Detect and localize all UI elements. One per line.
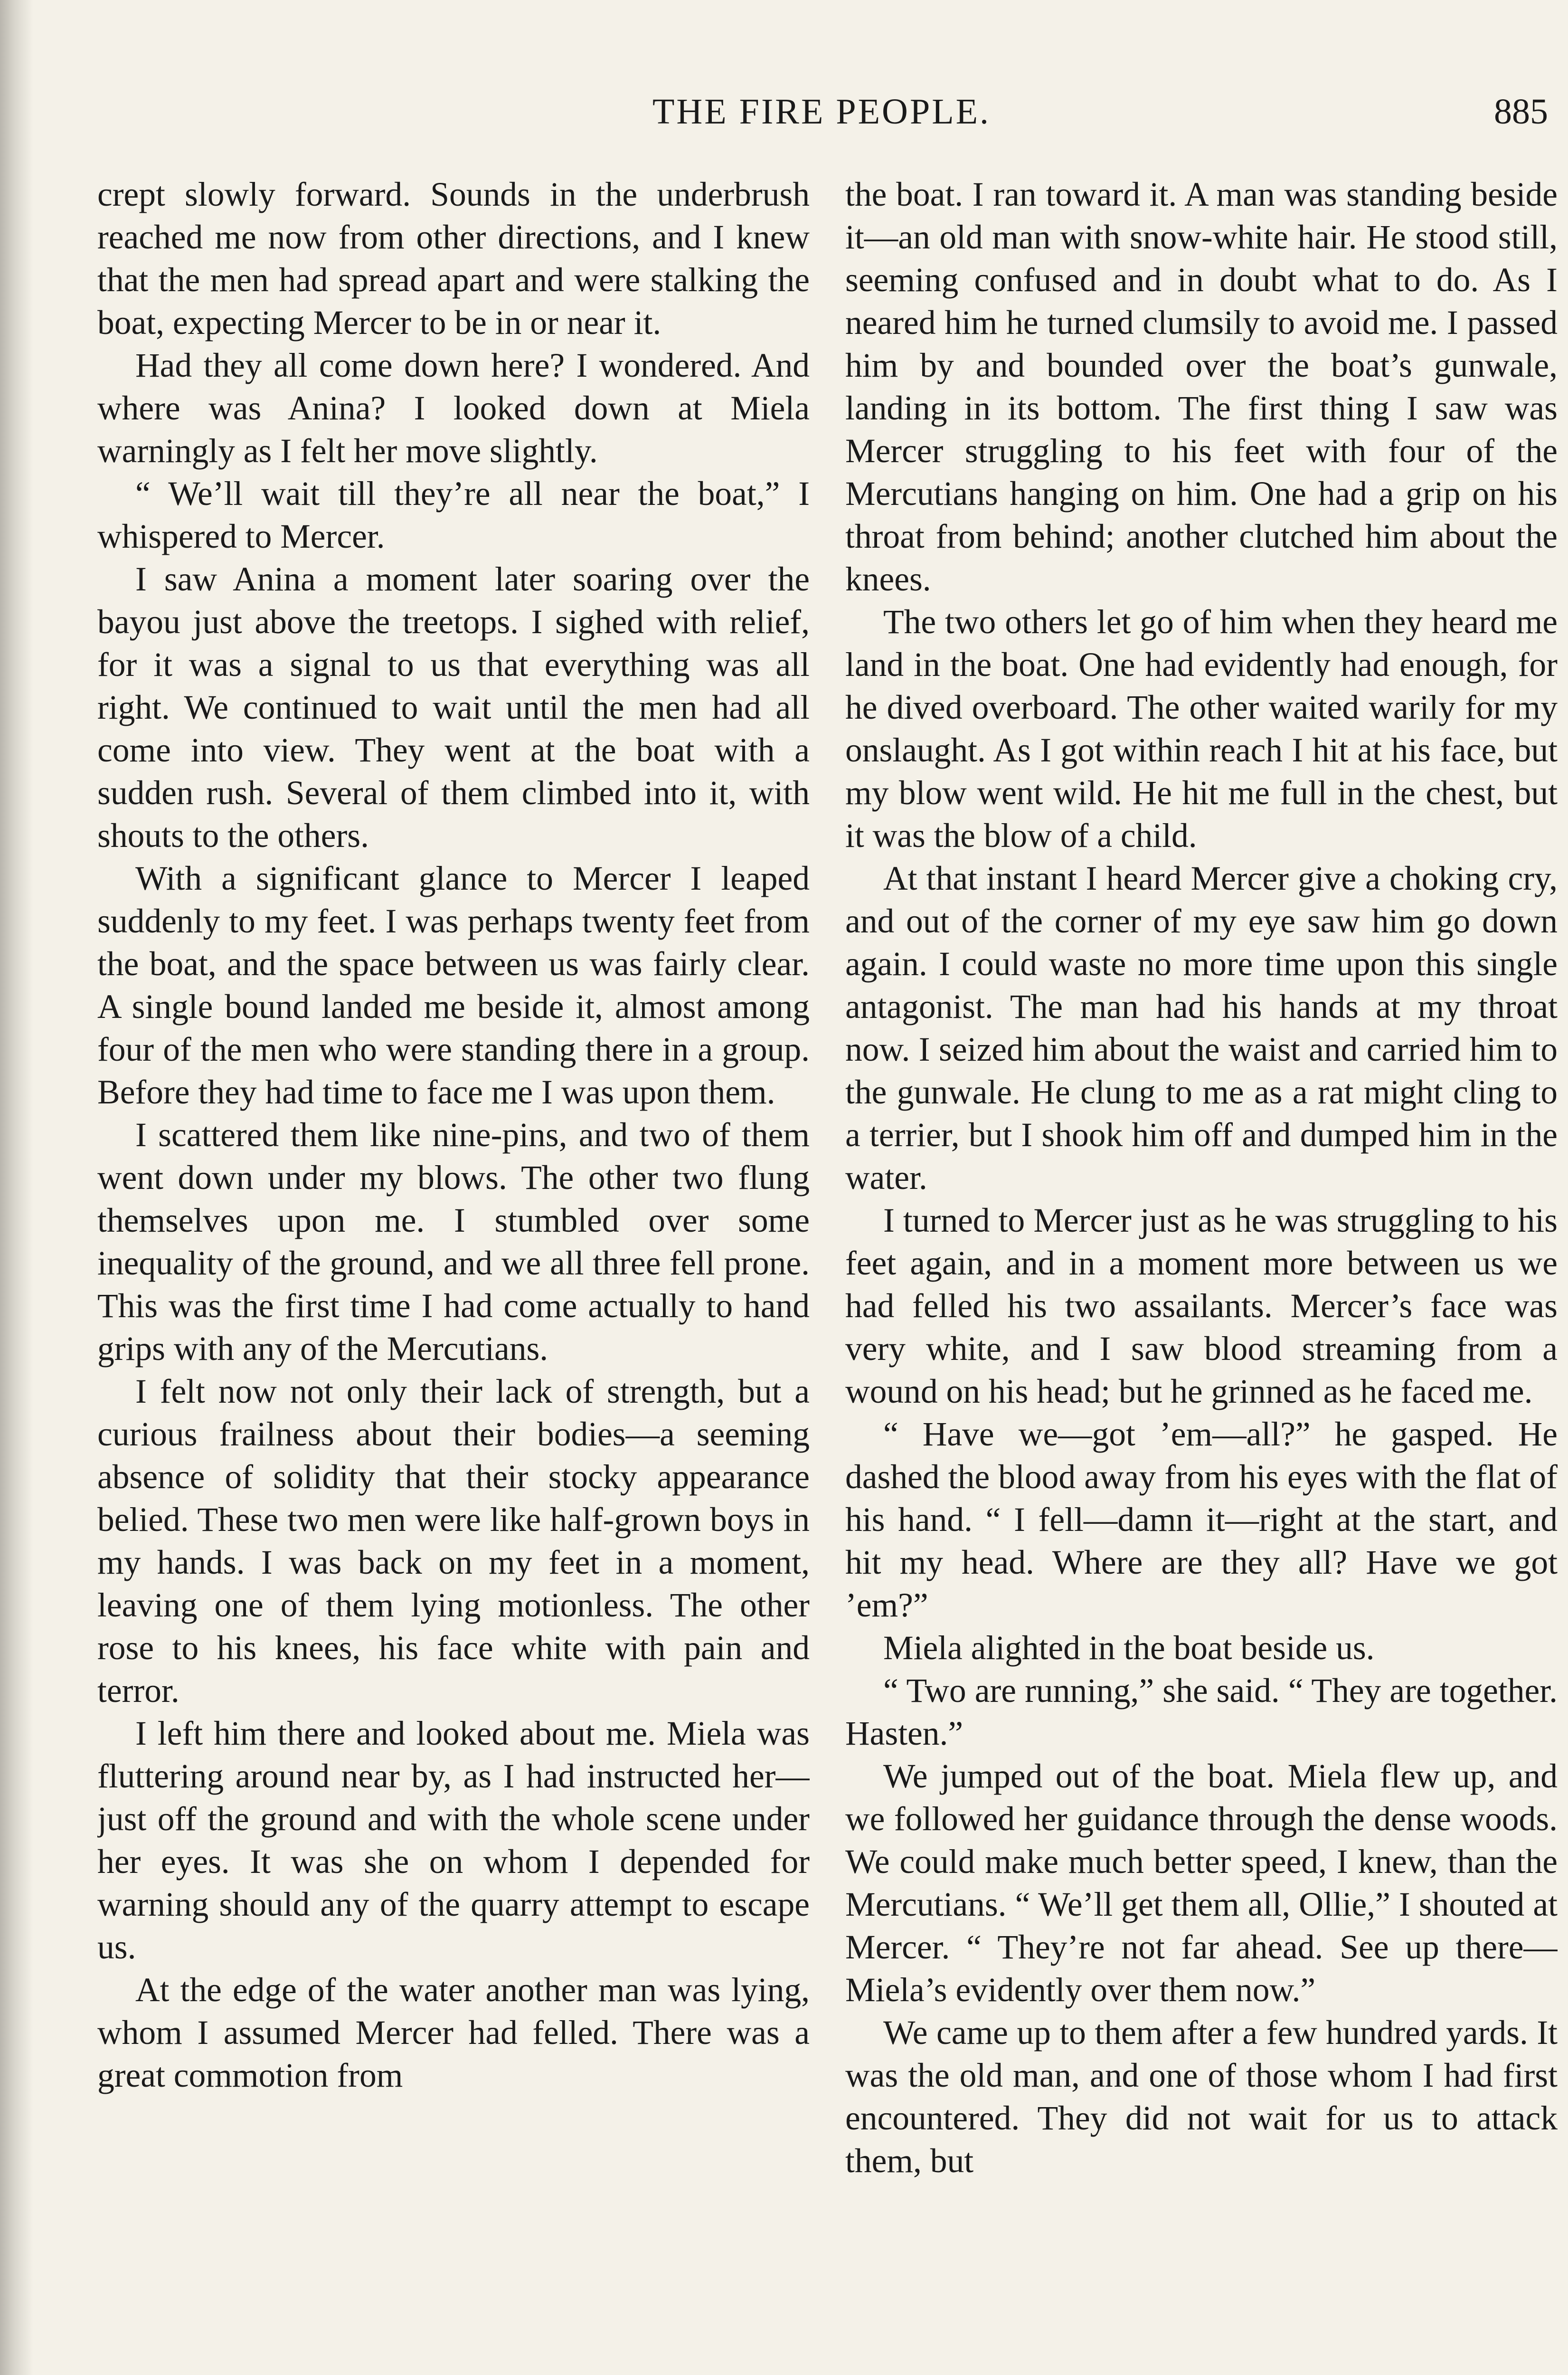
paragraph: At that instant I heard Mercer give a choking cry, and out of the corner of my eye saw him go down again. I could waste no more time upon this single antagonist. The man had his hands at my throat now. I seized him about the waist and carried him to the gunwale. He clung to me as a rat might cling to a terrier, but I shook him off and dumped him in the water.	[845, 860, 1558, 1197]
right-column	[845, 173, 1558, 2375]
paragraph: I felt now not only their lack of strength, but a curious frailness about their bodies—a seeming absence of solidity that their stocky appearance belied. These two men were like half-grown boys in my hands. I was back on my feet in a moment, leaving one of them lying motionless. The other rose to his knees, his face white with pain and terror.	[97, 1373, 810, 1710]
paragraph: crept slowly forward. Sounds in the underbrush reached me now from other directions, and I knew that the men had spread apart and were stalking the boat, expecting Mercer to be in or near it.	[97, 176, 810, 342]
paragraph: I scattered them like nine-pins, and two of them went down under my blows. The other two flung themselves upon me. I stumbled over some inequality of the ground, and we all three fell prone. This was the first time I had come actually to hand grips with any of the Mercutians.	[97, 1116, 810, 1368]
paragraph: “ We’ll wait till they’re all near the boat,” I whispered to Mercer.	[97, 475, 810, 555]
paragraph: I saw Anina a moment later soaring over the bayou just above the treetops. I sighed with relief, for it was a signal to us that everything was all right. We continued to wait until the men had all come into view. They went at the boat with a sudden rush. Several of them climbed into it, with shouts to the others.	[97, 560, 810, 855]
page-number: 885	[1494, 92, 1548, 132]
running-header	[95, 86, 1548, 138]
paragraph: With a significant glance to Mercer I leaped suddenly to my feet. I was perhaps twenty feet from the boat, and the space between us was fairly clear. A single bound landed me beside it, almost among four of the men who were standing there in a group. Before they had time to face me I was upon them.	[97, 860, 810, 1111]
paragraph: Miela alighted in the boat beside us.	[883, 1629, 1375, 1667]
paragraph: “ Two are running,” she said. “ They are together. Hasten.”	[845, 1672, 1558, 1752]
left-column	[97, 173, 810, 2375]
paragraph: We came up to them after a few hundred yards. It was the old man, and one of those whom I had first encountered. They did not wait for us to attack them, but	[845, 2014, 1558, 2180]
paragraph: The two others let go of him when they heard me land in the boat. One had evidently had enough, for he dived overboard. The other waited warily for my onslaught. As I got within reach I hit at his face, but my blow went wild. He hit me full in the chest, but it was the blow of a child.	[845, 603, 1558, 855]
paragraph: Had they all come down here? I wondered. And where was Anina? I looked down at Miela warningly as I felt her move slightly.	[97, 347, 810, 470]
paragraph: I left him there and looked about me. Miela was fluttering around near by, as I had instructed her—just off the ground and with the whole scene under her eyes. It was she on whom I depended for warning should any of the quarry attempt to escape us.	[97, 1715, 810, 1966]
paragraph: I turned to Mercer just as he was struggling to his feet again, and in a moment more between us we had felled his two assailants. Mercer’s face was very white, and I saw blood streaming from a wound on his head; but he grinned as he faced me.	[845, 1202, 1558, 1410]
paragraph: We jumped out of the boat. Miela flew up, and we followed her guidance through the dense woods. We could make much better speed, I knew, than the Mercutians. “ We’ll get them all, Ollie,” I shouted at Mercer. “ They’re not far ahead. See up there—Miela’s evidently over them now.”	[845, 1758, 1558, 2009]
paragraph: the boat. I ran toward it. A man was standing beside it—an old man with snow-white hair. He stood still, seeming confused and in doubt what to do. As I neared him he turned clumsily to avoid me. I passed him by and bounded over the boat’s gunwale, landing in its bottom. The first thing I saw was Mercer struggling to his feet with four of the Mercutians hanging on him. One had a grip on his throat from behind; another clutched him about the knees.	[845, 176, 1558, 598]
paragraph: At the edge of the water another man was lying, whom I assumed Mercer had felled. There was a great commotion from	[97, 1971, 810, 2094]
binding-shadow	[0, 0, 33, 2375]
running-title: THE FIRE PEOPLE.	[652, 92, 991, 132]
paragraph: “ Have we—got ’em—all?” he gasped. He dashed the blood away from his eyes with the flat of his hand. “ I fell—damn it—right at the start, and hit my head. Where are they all? Have we got ’em?”	[845, 1416, 1558, 1624]
